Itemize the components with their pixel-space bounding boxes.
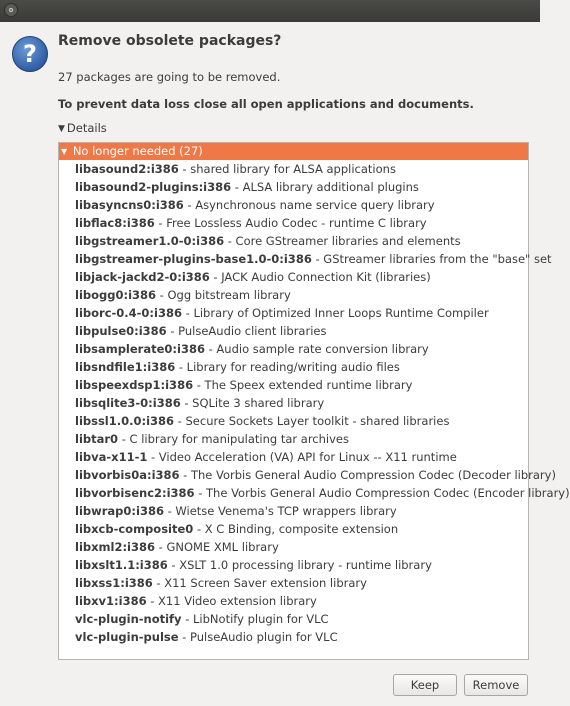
list-item[interactable]	[59, 376, 528, 394]
group-no-longer-needed[interactable]	[59, 143, 528, 160]
list-item[interactable]	[59, 574, 528, 592]
package-description: - SQLite 3 shared library	[180, 396, 325, 410]
list-item[interactable]	[59, 178, 528, 196]
package-name: libflac8:i386	[75, 216, 155, 230]
window-titlebar	[0, 0, 540, 22]
package-description: - C library for manipulating tar archives	[118, 432, 349, 446]
list-item[interactable]	[59, 160, 528, 178]
package-rows	[59, 160, 570, 646]
details-label: Details	[66, 121, 107, 135]
package-name: libasyncns0:i386	[75, 198, 184, 212]
list-item[interactable]	[59, 322, 528, 340]
package-name: libsndfile1:i386	[75, 360, 176, 374]
package-description: - Video Acceleration (VA) API for Linux -- X11 runtime	[147, 450, 457, 464]
package-name: libgstreamer-plugins-base1.0-0:i386	[75, 252, 312, 266]
package-description: - X C Binding, composite extension	[193, 522, 399, 536]
package-name: libsqlite3-0:i386	[75, 396, 181, 410]
package-description: - Asynchronous name service query library	[183, 198, 435, 212]
package-description: - Wietse Venema's TCP wrappers library	[163, 504, 397, 518]
package-description: - shared library for ALSA applications	[178, 162, 396, 176]
list-item[interactable]	[59, 466, 556, 484]
package-name: libgstreamer1.0-0:i386	[75, 234, 225, 248]
package-name: libva-x11-1	[75, 450, 148, 464]
package-name: libssl1.0.0:i386	[75, 414, 175, 428]
package-name: libxcb-composite0	[75, 522, 194, 536]
package-name: libpulse0:i386	[75, 324, 167, 338]
package-description: - The Speex extended runtime library	[193, 378, 413, 392]
package-name: libasound2-plugins:i386	[75, 180, 232, 194]
package-name: libtar0	[75, 432, 119, 446]
package-description: - PulseAudio plugin for VLC	[178, 630, 338, 644]
list-item[interactable]	[59, 628, 528, 646]
package-name: libwrap0:i386	[75, 504, 164, 518]
package-description: - GStreamer libraries from the "base" set	[311, 252, 552, 266]
package-description: - The Vorbis General Audio Compression Codec (Encoder library)	[194, 486, 570, 500]
package-description: - Core GStreamer libraries and elements	[224, 234, 461, 248]
package-description: - XSLT 1.0 processing library - runtime library	[167, 558, 432, 572]
list-item[interactable]	[59, 268, 528, 286]
package-name: libsamplerate0:i386	[75, 342, 205, 356]
details-expander[interactable]	[58, 121, 107, 135]
list-item[interactable]	[59, 304, 528, 322]
package-name: libxslt1.1:i386	[75, 558, 168, 572]
list-item[interactable]	[59, 214, 528, 232]
package-name: libasound2:i386	[75, 162, 179, 176]
list-item[interactable]	[59, 196, 528, 214]
remove-button[interactable]: Remove	[464, 674, 528, 696]
package-description: - X11 Screen Saver extension library	[152, 576, 367, 590]
list-item[interactable]	[59, 448, 528, 466]
package-description: - Free Lossless Audio Codec - runtime C library	[154, 216, 427, 230]
dialog-subtitle: 27 packages are going to be removed.	[58, 70, 281, 84]
package-description: - LibNotify plugin for VLC	[181, 612, 329, 626]
list-item[interactable]	[59, 556, 528, 574]
keep-button[interactable]: Keep	[393, 674, 457, 696]
package-description: - X11 Video extension library	[146, 594, 317, 608]
package-name: vlc-plugin-pulse	[75, 630, 179, 644]
package-description: - JACK Audio Connection Kit (libraries)	[209, 270, 431, 284]
list-item[interactable]	[59, 610, 528, 628]
package-description: - Audio sample rate conversion library	[204, 342, 429, 356]
package-list[interactable]	[58, 142, 570, 660]
triangle-down-icon: ▼	[58, 124, 65, 134]
package-description: - The Vorbis General Audio Compression Codec (Decoder library)	[179, 468, 556, 482]
package-name: libxss1:i386	[75, 576, 153, 590]
package-description: - ALSA library additional plugins	[231, 180, 419, 194]
list-item[interactable]	[59, 286, 528, 304]
package-name: libspeexdsp1:i386	[75, 378, 194, 392]
package-name: libxv1:i386	[75, 594, 147, 608]
window-close-icon[interactable]	[4, 3, 18, 17]
list-item[interactable]	[59, 502, 528, 520]
package-description: - Ogg bitstream library	[156, 288, 291, 302]
question-icon: ?	[12, 36, 48, 72]
package-description: - Secure Sockets Layer toolkit - shared libraries	[174, 414, 450, 428]
list-item[interactable]	[59, 520, 528, 538]
list-item[interactable]	[59, 358, 528, 376]
list-item[interactable]	[59, 484, 570, 502]
triangle-down-icon: ▼	[61, 147, 68, 156]
list-item[interactable]	[59, 592, 528, 610]
list-item[interactable]	[59, 250, 552, 268]
list-item[interactable]	[59, 538, 528, 556]
package-name: vlc-plugin-notify	[75, 612, 182, 626]
package-name: libvorbis0a:i386	[75, 468, 180, 482]
package-description: - Library of Optimized Inner Loops Runtime Compiler	[181, 306, 489, 320]
package-description: - GNOME XML library	[155, 540, 279, 554]
package-name: libvorbisenc2:i386	[75, 486, 195, 500]
list-item[interactable]	[59, 412, 528, 430]
package-name: libjack-jackd2-0:i386	[75, 270, 210, 284]
group-label: No longer needed (27)	[72, 144, 203, 158]
package-name: libxml2:i386	[75, 540, 156, 554]
list-item[interactable]	[59, 340, 528, 358]
package-description: - Library for reading/writing audio files	[175, 360, 400, 374]
list-item[interactable]	[59, 394, 528, 412]
package-name: liborc-0.4-0:i386	[75, 306, 182, 320]
package-description: - PulseAudio client libraries	[166, 324, 327, 338]
package-name: libogg0:i386	[75, 288, 157, 302]
dialog-title: Remove obsolete packages?	[58, 33, 282, 49]
list-item[interactable]	[59, 232, 528, 250]
dialog-warning: To prevent data loss close all open applications and documents.	[58, 97, 474, 111]
list-item[interactable]	[59, 430, 528, 448]
